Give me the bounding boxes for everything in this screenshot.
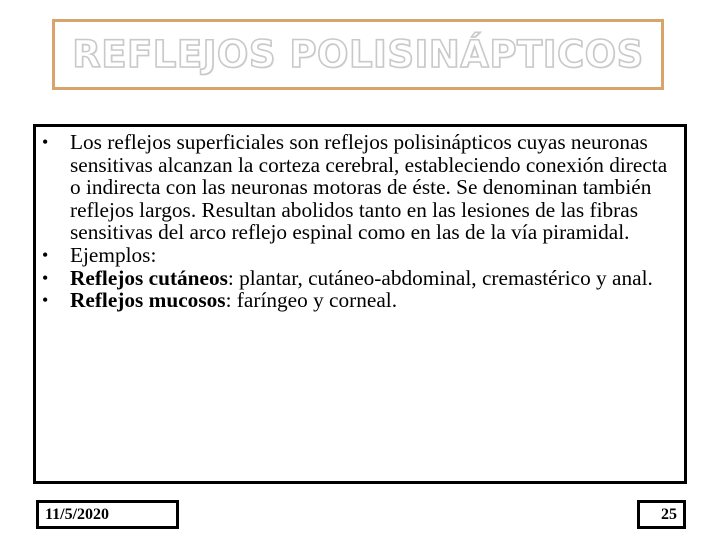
bullet-text: : plantar, cutáneo-abdominal, cremastérico y anal.: [227, 265, 653, 290]
bullet-item: [42, 242, 676, 267]
bullet-item: [42, 130, 676, 245]
bullet-dot-icon: •: [42, 244, 49, 265]
bullet-dot-icon: •: [42, 290, 49, 311]
bullet-text: Ejemplos:: [70, 242, 157, 267]
bullet-list: [36, 127, 684, 312]
footer-date: 11/5/2020: [36, 500, 179, 529]
bullet-item: [42, 288, 676, 313]
bullet-text: : faríngeo y corneal.: [225, 288, 398, 313]
bullet-text: Los reflejos superficiales son reflejos polisinápticos cuyas neuronas sensitivas alcanzan la corteza cerebral, estableciendo conexión directa o indirecta con las neuronas motoras de éste. Se denominan también reflejos largos. Resultan abolidos tanto en las lesiones de las fibras sensitivas del arco reflejo espinal como en las de la vía piramidal.: [70, 130, 668, 245]
slide-title-box: [52, 19, 664, 90]
content-box: [33, 124, 687, 484]
bullet-term: Reflejos mucosos: [70, 288, 226, 313]
bullet-dot-icon: •: [42, 132, 49, 152]
bullet-dot-icon: •: [42, 267, 49, 288]
bullet-term: Reflejos cutáneos: [70, 265, 228, 290]
page-number: 25: [637, 500, 686, 529]
bullet-item: [42, 265, 676, 290]
slide-title: REFLEJOS POLISINÁPTICOS: [72, 33, 644, 76]
